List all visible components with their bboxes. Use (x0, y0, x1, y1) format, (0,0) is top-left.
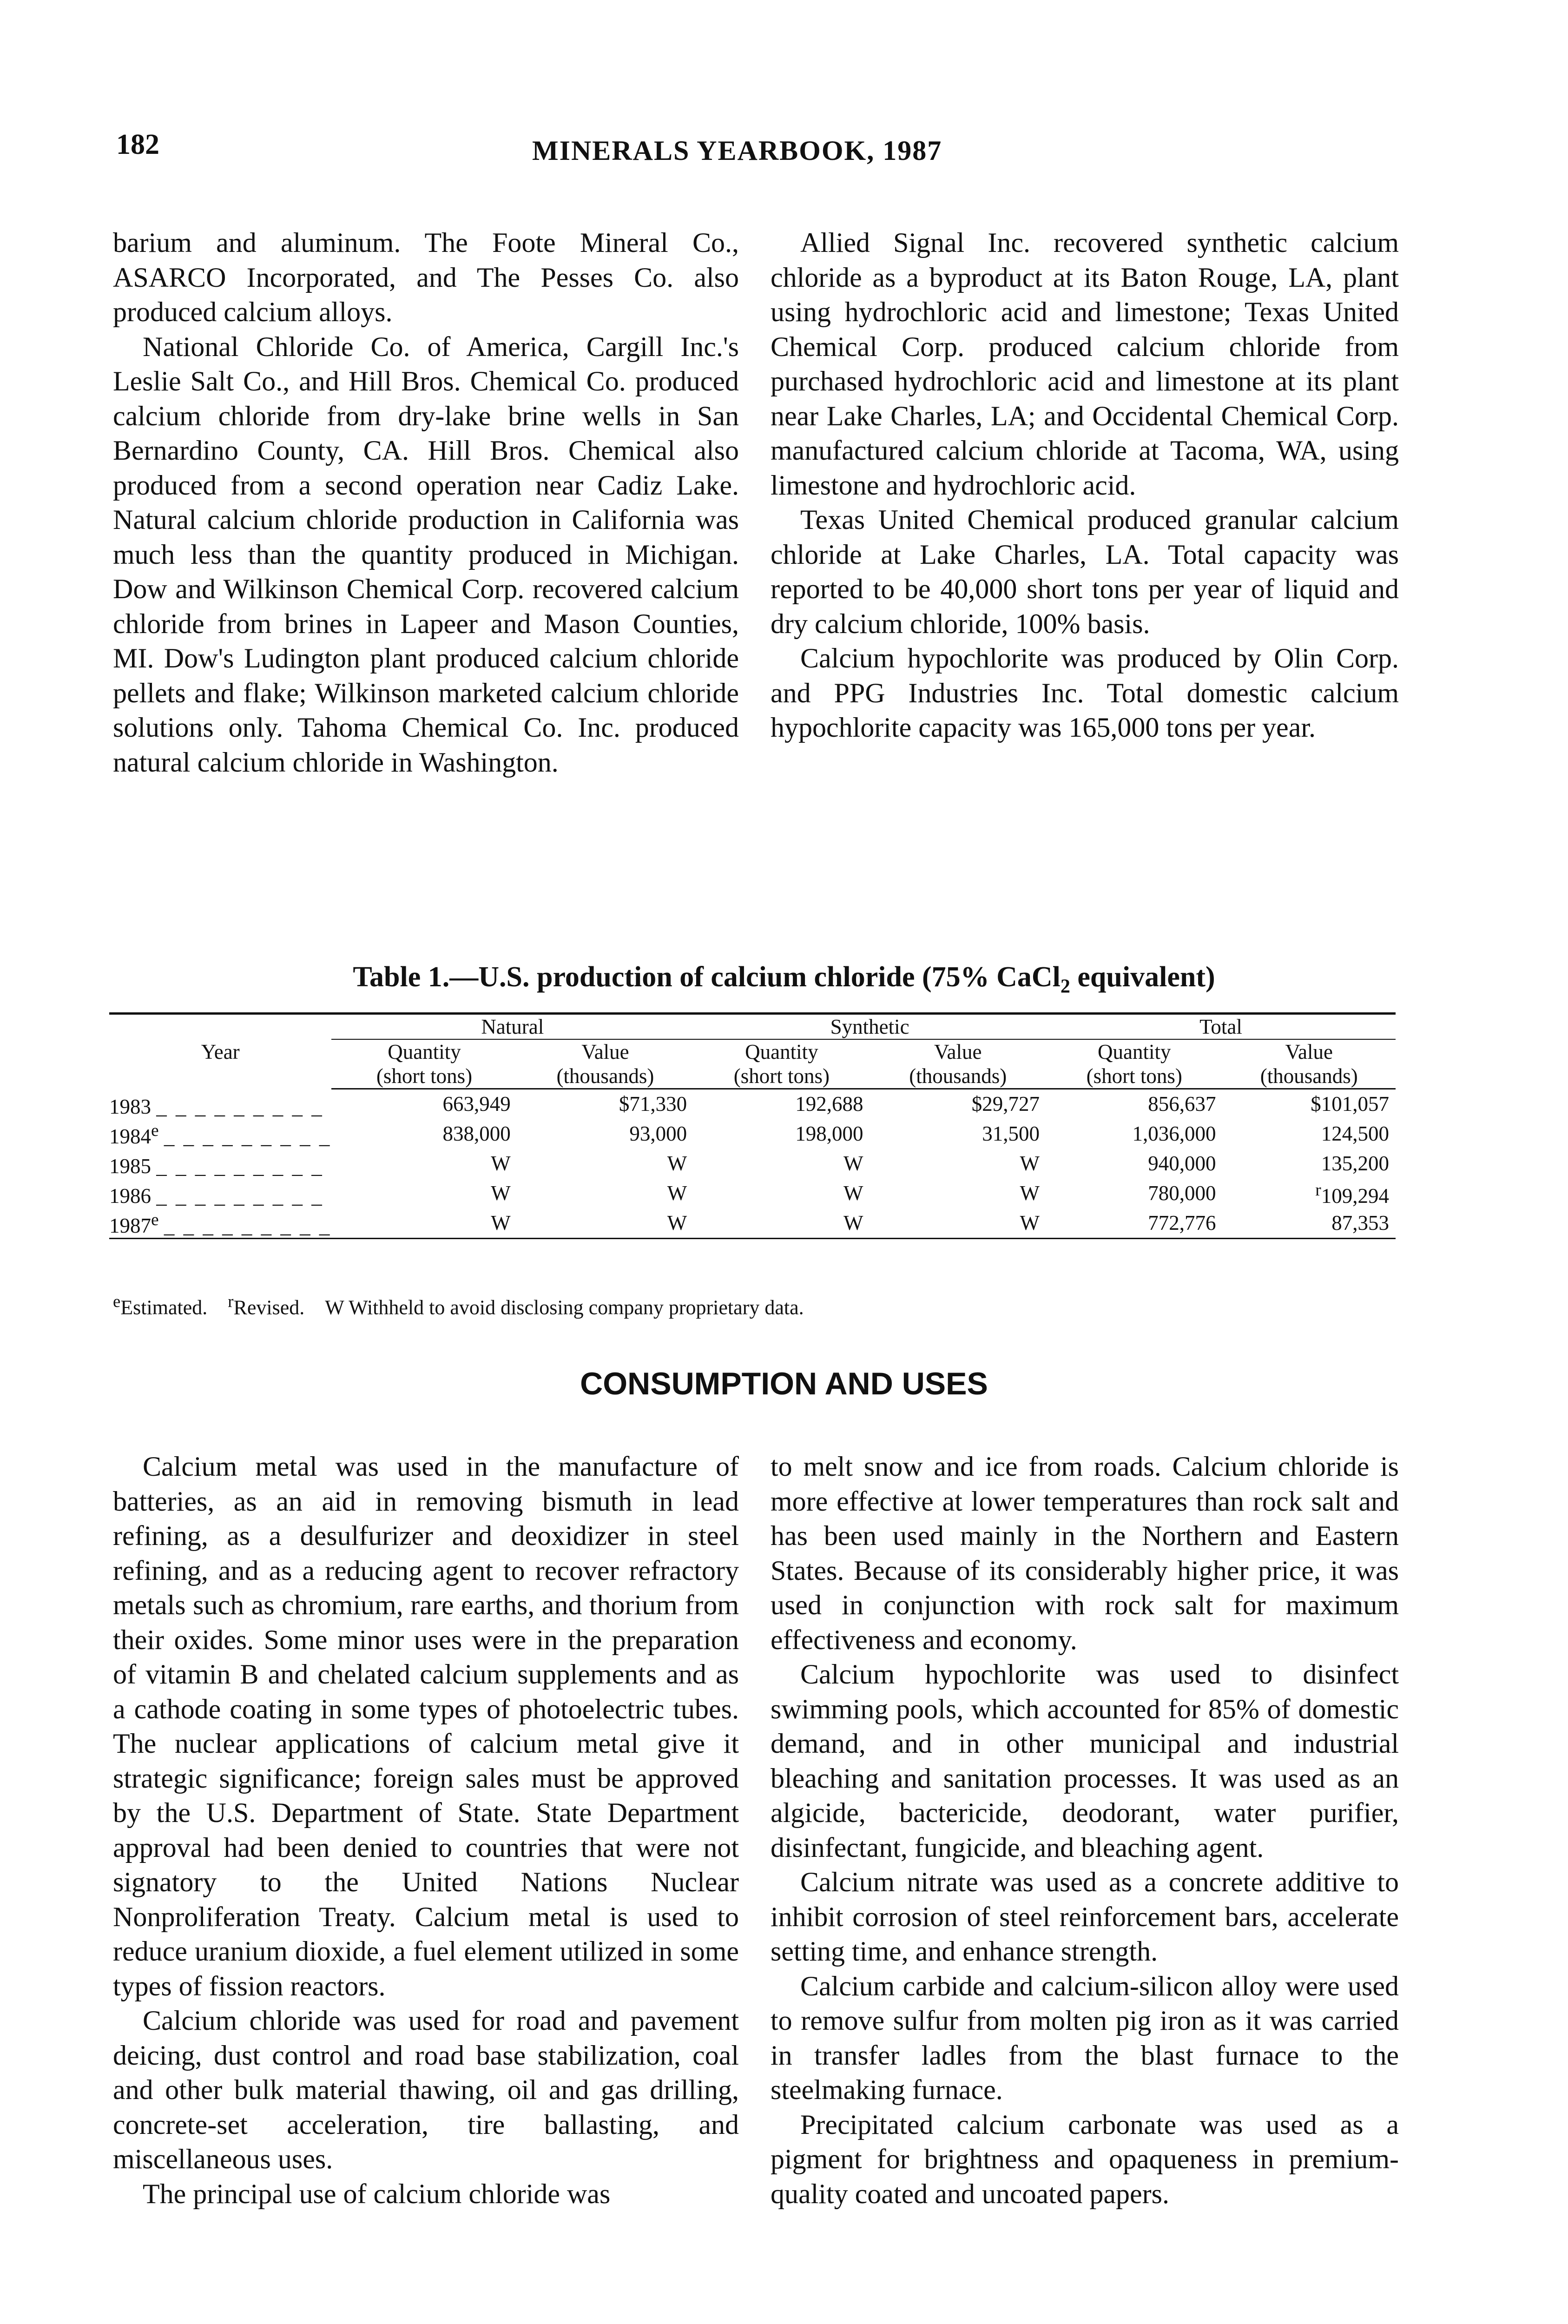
paragraph: Calcium chloride was used for road and pavement deicing, dust control and road base stabilization, coal and other bulk material thawing, oil and gas drilling, concrete-set acceleration, tire ballasting, and miscellaneous uses. (113, 2005, 739, 2174)
table-row: 1983 _ _ _ _ _ _ _ _ _ 663,949 $71,330 192,688 $29,727 856,637 $101,057 (109, 1089, 1396, 1119)
page-number: 182 (116, 129, 159, 160)
bottom-right-column (771, 1449, 1399, 2211)
paragraph: Precipitated calcium carbonate was used as a pigment for brightness and opaqueness in premium-quality coated and uncoated papers. (771, 2109, 1399, 2209)
group-total: Total (1046, 1014, 1396, 1040)
col-header-quantity: Quantity (short tons) (331, 1039, 517, 1089)
paragraph: National Chloride Co. of America, Cargill Inc.'s Leslie Salt Co., and Hill Bros. Chemical Co. produced calcium chloride from dry-lake brine wells in San Bernardino County, CA. Hill Bros. Chemical also produced from a second operation near Cadiz Lake. Natural calcium chloride production in California was much less than the quantity produced in Michigan. Dow and Wilkinson Chemical Corp. recovered calcium chloride from brines in Lapeer and Mason Counties, MI. Dow's Ludington plant produced calcium chloride pellets and flake; Wilkinson marketed calcium chloride solutions only. Tahoma Chemical Co. Inc. produced natural calcium chloride in Washington. (113, 331, 739, 778)
year-cell: 1984e _ _ _ _ _ _ _ _ _ (109, 1121, 332, 1148)
paragraph: The principal use of calcium chloride was (143, 2178, 611, 2209)
col-header-quantity: Quantity (short tons) (1046, 1039, 1222, 1089)
col-header-quantity: Quantity (short tons) (693, 1039, 870, 1089)
paragraph: Calcium hypochlorite was used to disinfect swimming pools, which accounted for 85% of domestic demand, and in other municipal and industrial bleaching and sanitation processes. It was used as an algicide, bactericide, deodorant, water purifier, disinfectant, fungicide, and bleaching agent. (771, 1659, 1399, 1863)
section-heading: CONSUMPTION AND USES (580, 1366, 988, 1401)
year-cell: 1986 _ _ _ _ _ _ _ _ _ (109, 1184, 324, 1208)
table-row: 1987e _ _ _ _ _ _ _ _ _ W W W W 772,776 87,353 (109, 1208, 1396, 1239)
paragraph: to melt snow and ice from roads. Calcium chloride is more effective at lower temperatures than rock salt and has been used mainly in the Northern and Eastern States. Because of its considerably higher price, it was used in conjunction with rock salt for maximum effectiveness and economy. (771, 1451, 1399, 1655)
table-row: 1984e _ _ _ _ _ _ _ _ _ 838,000 93,000 198,000 31,500 1,036,000 124,500 (109, 1119, 1396, 1149)
running-title: MINERALS YEARBOOK, 1987 (532, 135, 942, 166)
calcium-chloride-production-table (109, 1012, 1396, 1239)
table-group-header (109, 1014, 1396, 1040)
year-cell: 1985 _ _ _ _ _ _ _ _ _ (109, 1154, 324, 1178)
paragraph: barium and aluminum. The Foote Mineral Co., ASARCO Incorporated, and The Pesses Co. also produced calcium alloys. (113, 227, 739, 327)
col-header-value: Value (thousands) (1222, 1039, 1396, 1089)
col-header-value: Value (thousands) (517, 1039, 693, 1089)
year-cell: 1983 _ _ _ _ _ _ _ _ _ (109, 1095, 324, 1118)
table-caption: Table 1.—U.S. production of calcium chloride (75% CaCl$_2$ equivalent) (353, 961, 1215, 997)
table-row: 1985 _ _ _ _ _ _ _ _ _ W W W W 940,000 135,200 (109, 1149, 1396, 1178)
bottom-left-column (113, 1449, 739, 2211)
top-left-column (113, 225, 739, 779)
top-right-column (771, 225, 1399, 745)
paragraph: Calcium metal was used in the manufacture of batteries, as an aid in removing bismuth in lead refining, as a desulfurizer and deoxidizer in steel refining, and as a reducing agent to recover refractory metals such as chromium, rare earths, and thorium from their oxides. Some minor uses were in the preparation of vitamin B and chelated calcium supplements and as a cathode coating in some types of photoelectric tubes. The nuclear applications of calcium metal give it strategic significance; foreign sales must be approved by the U.S. Department of State. State Department approval had been denied to countries that were not signatory to the United Nations Nuclear Nonproliferation Treaty. Calcium metal is used to reduce uranium dioxide, a fuel element utilized in some types of fission reactors. (113, 1451, 739, 2001)
paragraph: Calcium carbide and calcium-silicon alloy were used to remove sulfur from molten pig iron as it was carried in transfer ladles from the blast furnace to the steelmaking furnace. (771, 1970, 1399, 2105)
paragraph: Texas United Chemical produced granular calcium chloride at Lake Charles, LA. Total capacity was reported to be 40,000 short tons per year of liquid and dry calcium chloride, 100% basis. (771, 504, 1399, 639)
table-footnotes: $^e$Estimated. $^r$Revised. W Withheld to avoid disclosing company proprietary data. (113, 1292, 804, 1319)
col-header-value: Value (thousands) (870, 1039, 1046, 1089)
group-natural: Natural (331, 1014, 693, 1040)
paragraph: Calcium nitrate was used as a concrete additive to inhibit corrosion of steel reinforcement bars, accelerate setting time, and enhance strength. (771, 1867, 1399, 1967)
paragraph: Allied Signal Inc. recovered synthetic calcium chloride as a byproduct at its Baton Rouge, LA, plant using hydrochloric acid and limestone; Texas United Chemical Corp. produced calcium chloride from purchased hydrochloric acid and limestone at its plant near Lake Charles, LA; and Occidental Chemical Corp. manufactured calcium chloride at Tacoma, WA, using limestone and hydrochloric acid. (771, 227, 1399, 501)
paragraph: Calcium hypochlorite was produced by Olin Corp. and PPG Industries Inc. Total domestic calcium hypochlorite capacity was 165,000 tons per year. (771, 643, 1399, 743)
year-cell: 1987e _ _ _ _ _ _ _ _ _ (109, 1208, 331, 1239)
table-row: 1986 _ _ _ _ _ _ _ _ _ W W W W 780,000 $^r$109,294 (109, 1178, 1396, 1208)
group-synthetic: Synthetic (693, 1014, 1046, 1040)
year-header: Year (201, 1040, 240, 1063)
